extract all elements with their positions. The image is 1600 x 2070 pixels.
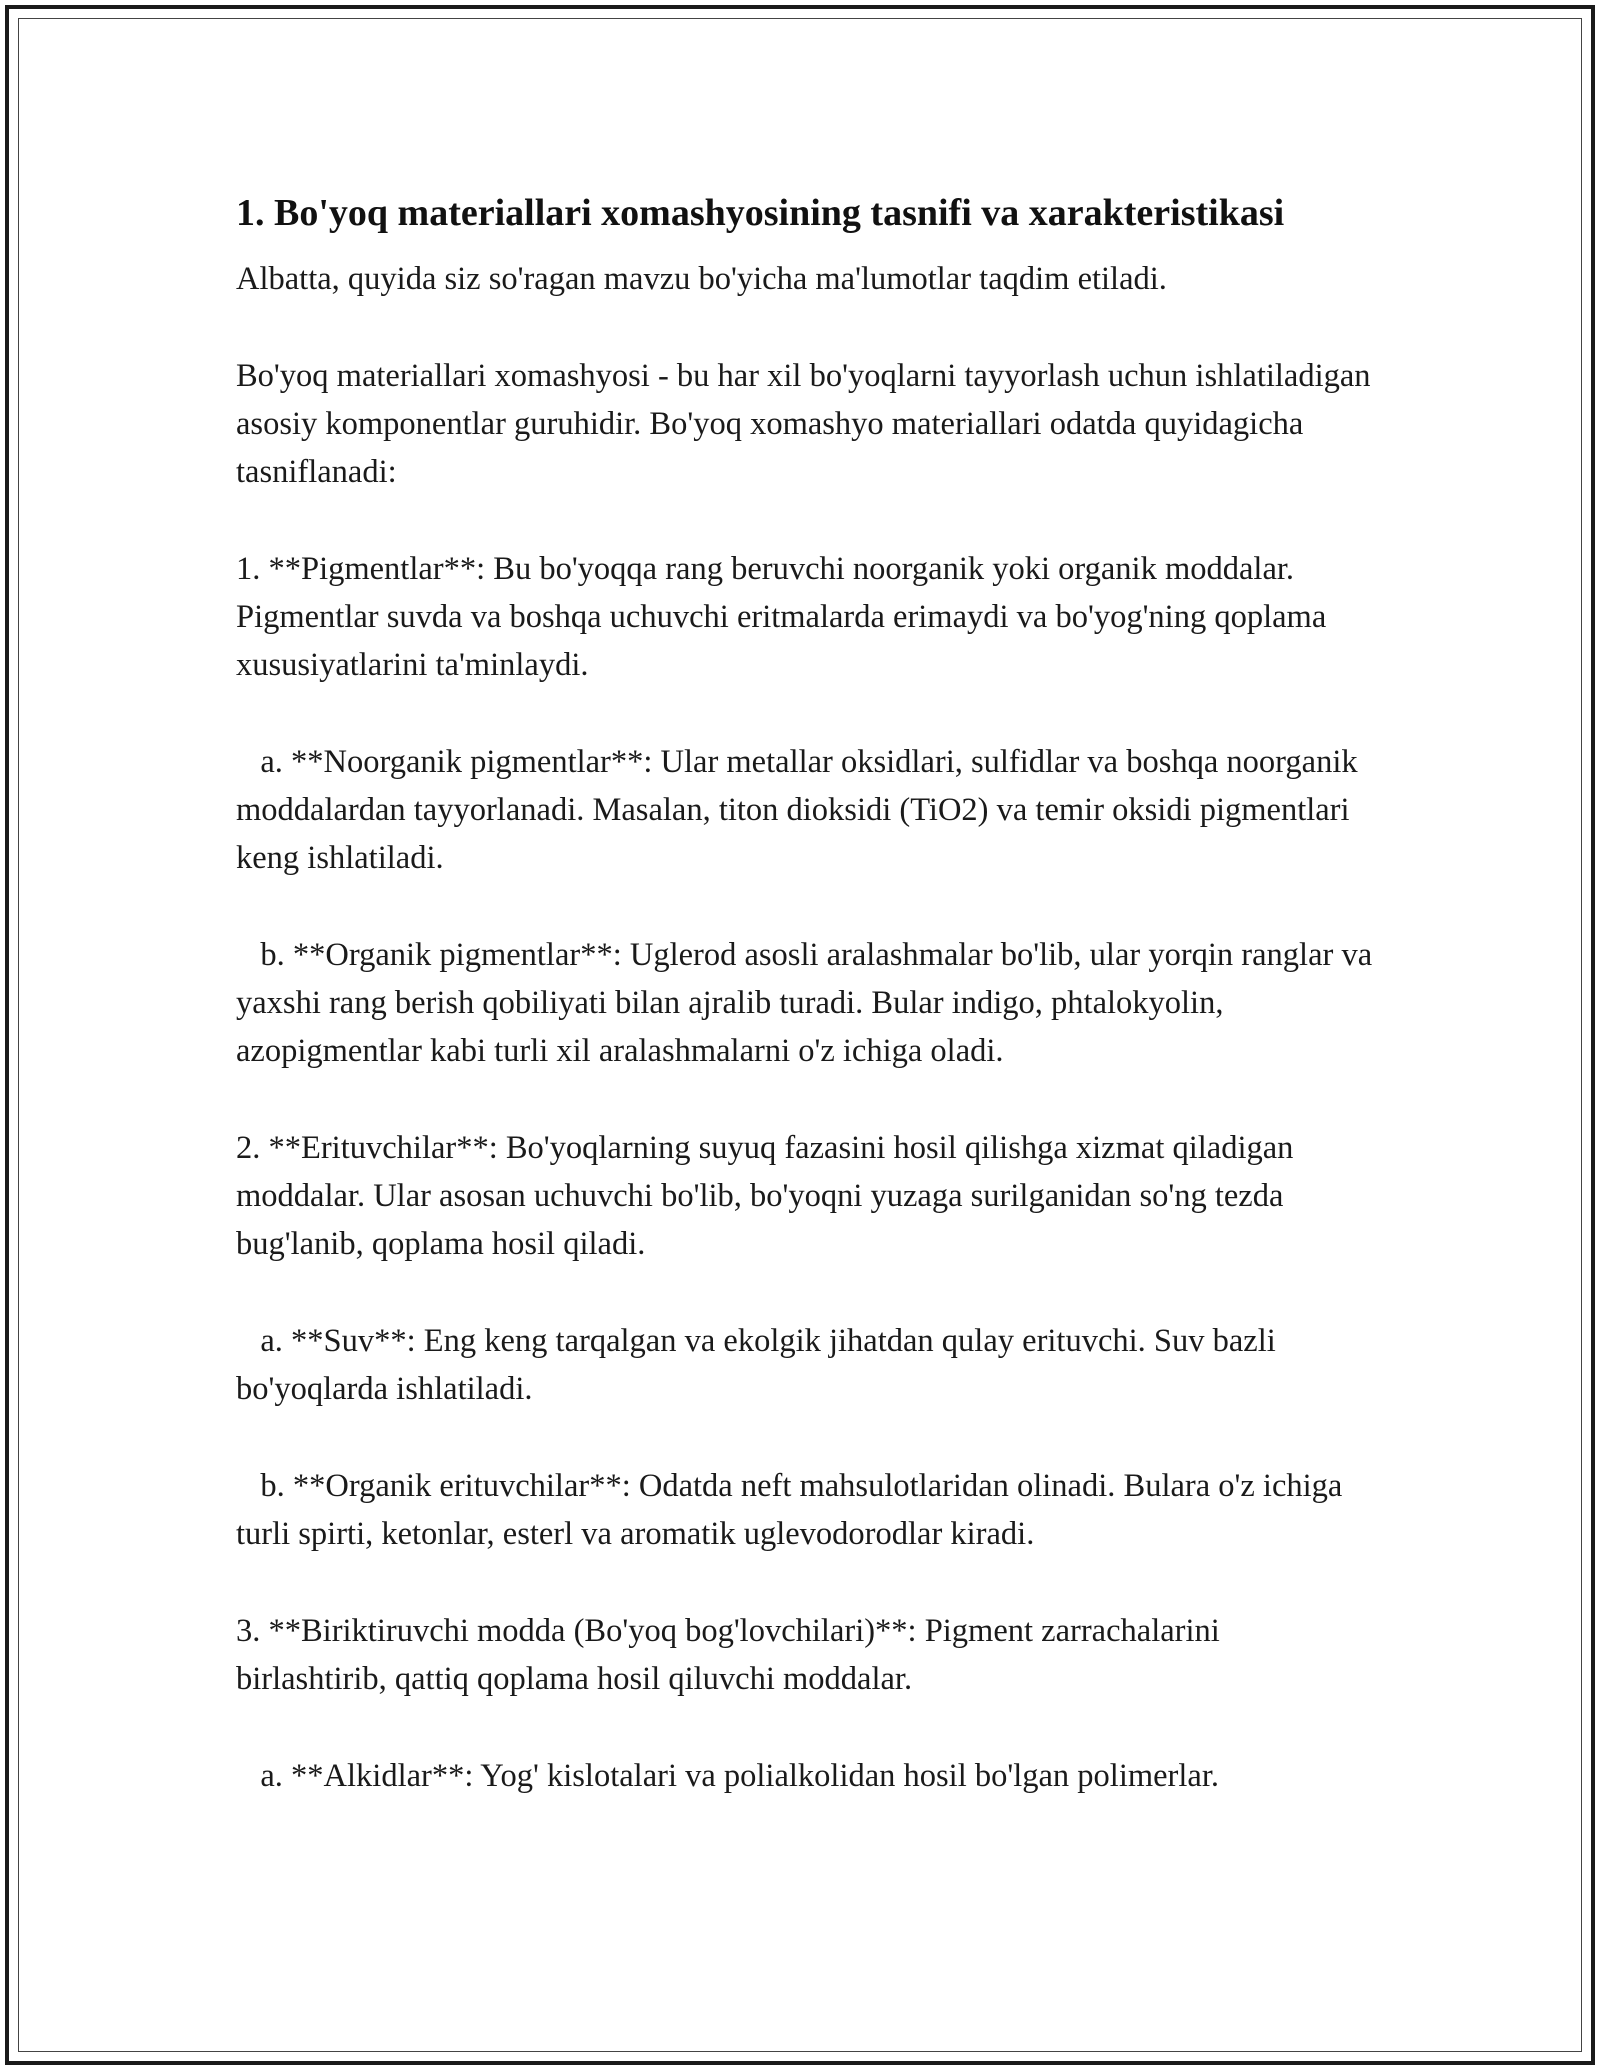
list-subitem-organic-solvents: b. **Organik erituvchilar**: Odatda neft mahsulotlaridan olinadi. Bulara o'z ichiga turli spirti, ketonlar, esterl va aromatik uglevodorodlar kiradi. xyxy=(236,1468,1351,1552)
document-title: 1. Bo'yoq materiallari xomashyosining tasnifi va xarakteristikasi xyxy=(236,192,1285,234)
definition-paragraph: Bo'yoq materiallari xomashyosi - bu har xil bo'yoqlarni tayyorlash uchun ishlatiladigan asosiy komponentlar guruhidir. Bo'yoq xomashyo materiallari odatda quyidagicha tasniflanadi: xyxy=(236,358,1379,490)
document-body xyxy=(236,186,1381,1849)
list-subitem-alkyds: a. **Alkidlar**: Yog' kislotalari va polialkolidan hosil bo'lgan polimerlar. xyxy=(236,1758,1219,1794)
list-subitem-organic-pigments: b. **Organik pigmentlar**: Uglerod asosli aralashmalar bo'lib, ular yorqin ranglar va yaxshi rang berish qobiliyati bilan ajralib turadi. Bular indigo, phtalokyolin, azopigmentlar kabi turli xil aralashmalarni o'z ichiga oladi. xyxy=(236,937,1381,1069)
list-item-binders: 3. **Biriktiruvchi modda (Bo'yoq bog'lovchilari)**: Pigment zarrachalarini birlashtirib, qattiq qoplama hosil qiluvchi moddalar. xyxy=(236,1613,1228,1697)
list-subitem-inorganic-pigments: a. **Noorganik pigmentlar**: Ular metallar oksidlari, sulfidlar va boshqa noorganik moddalardan tayyorlanadi. Masalan, titon dioksidi (TiO2) va temir oksidi pigmentlari keng ishlatiladi. xyxy=(236,744,1366,876)
list-item-pigments: 1. **Pigmentlar**: Bu bo'yoqqa rang beruvchi noorganik yoki organik moddalar. Pigmentlar suvda va boshqa uchuvchi eritmalarda erimaydi va bo'yog'ning qoplama xususiyatlarini ta'minlaydi. xyxy=(236,551,1335,683)
list-subitem-water: a. **Suv**: Eng keng tarqalgan va ekolgik jihatdan qulay erituvchi. Suv bazli bo'yoqlarda ishlatiladi. xyxy=(236,1323,1284,1407)
intro-paragraph: Albatta, quyida siz so'ragan mavzu bo'yicha ma'lumotlar taqdim etiladi. xyxy=(236,261,1167,297)
list-item-solvents: 2. **Erituvchilar**: Bo'yoqlarning suyuq fazasini hosil qilishga xizmat qiladigan moddalar. Ular asosan uchuvchi bo'lib, bo'yoqni yuzaga surilganidan so'ng tezda bug'lanib, qoplama hosil qiladi. xyxy=(236,1130,1302,1262)
